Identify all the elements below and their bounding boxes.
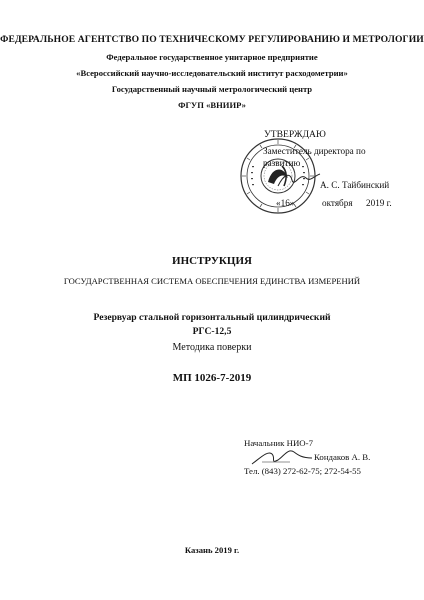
organization-short-name: ФГУП «ВНИИР» xyxy=(178,100,246,110)
author-signature-icon xyxy=(250,444,314,468)
city-year: Казань 2019 г. xyxy=(184,545,240,555)
author-name: Кондаков А. В. xyxy=(314,452,371,462)
author-phone: Тел. (843) 272-62-75; 272-54-55 xyxy=(244,466,361,476)
approver-signature-icon xyxy=(276,168,322,192)
agency-name: ФЕДЕРАЛЬНОЕ АГЕНТСТВО ПО ТЕХНИЧЕСКОМУ РЕГУЛИРОВАНИЮ И МЕТРОЛОГИИ xyxy=(0,34,424,45)
method-title: Методика поверки xyxy=(172,342,252,353)
approval-heading: УТВЕРЖДАЮ xyxy=(264,129,326,140)
institute-name: «Всероссийский научно-исследовательский институт расходометрии» xyxy=(76,68,348,78)
product-name: Резервуар стальной горизонтальный цилиндрический xyxy=(93,312,331,323)
approval-signer-name: А. С. Тайбинский xyxy=(320,180,390,190)
enterprise-type: Федеральное государственное унитарное предприятие xyxy=(106,52,318,62)
approval-date-month: октября xyxy=(322,198,353,208)
document-type: ИНСТРУКЦИЯ xyxy=(172,255,252,267)
approval-position-line1: Заместитель директора по xyxy=(263,146,366,156)
approval-position-line2: развитию xyxy=(263,158,301,168)
approval-date-day: «16» xyxy=(276,198,295,208)
product-model: РГС-12,5 xyxy=(192,326,232,337)
approval-date-year: 2019 г. xyxy=(366,198,392,208)
metrology-center: Государственный научный метрологический центр xyxy=(111,84,313,94)
measurement-system-name: ГОСУДАРСТВЕННАЯ СИСТЕМА ОБЕСПЕЧЕНИЯ ЕДИНСТВА ИЗМЕРЕНИЙ xyxy=(63,276,361,286)
author-position: Начальник НИО-7 xyxy=(244,438,313,448)
document-code: МП 1026-7-2019 xyxy=(172,372,252,384)
